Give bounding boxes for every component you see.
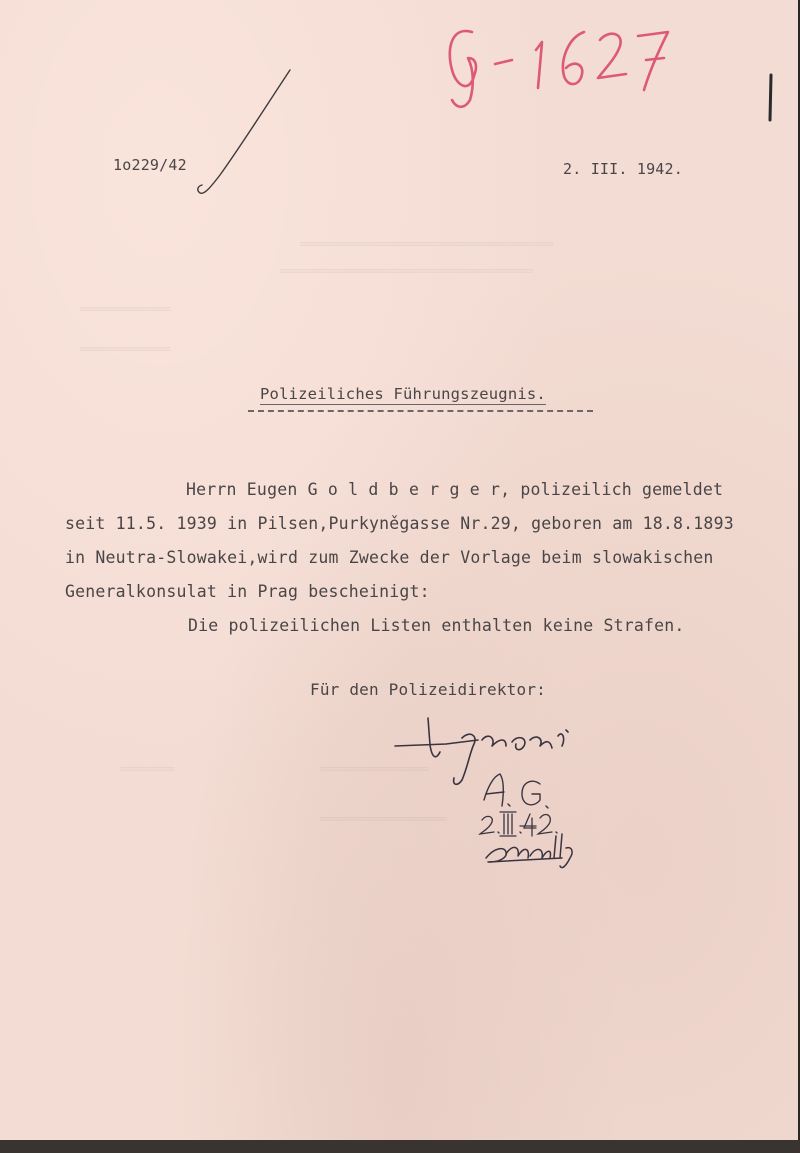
archive-number-text xyxy=(450,31,454,32)
closing-line: Für den Polizeidirektor: xyxy=(310,680,546,699)
initials-signature xyxy=(484,774,548,808)
bleed-through-text: ══════ xyxy=(120,760,175,778)
body-line-1: Herrn Eugen G o l d b e r g e r, polizeilich gemeldet xyxy=(186,480,724,499)
bleed-through-text: ════════════════════════════ xyxy=(280,262,533,280)
bleed-through-text: ════════════ xyxy=(320,760,429,778)
bleed-through-text: ══════════════ xyxy=(320,810,447,828)
signature-main-text xyxy=(462,31,467,32)
bleed-through-text: ══════════ xyxy=(80,340,171,358)
page-number-mark xyxy=(770,75,771,120)
document-date: 2. III. 1942. xyxy=(563,160,683,178)
page-number-text xyxy=(458,31,459,32)
bleed-through-text: ══════════ xyxy=(80,300,171,318)
body-line-4: Generalkonsulat in Prag bescheinigt: xyxy=(65,582,430,601)
body-line-5: Die polizeilichen Listen enthalten keine Strafen. xyxy=(188,616,685,635)
scan-border xyxy=(0,1140,800,1153)
clerk-signature xyxy=(486,834,572,868)
document-title: Polizeiliches Führungszeugnis. xyxy=(260,385,546,403)
main-signature xyxy=(395,718,568,784)
archive-number-label xyxy=(450,18,680,108)
signature-initials-text xyxy=(472,31,474,32)
body-line-2: seit 11.5. 1939 in Pilsen,Purkyněgasse Nr.29, geboren am 18.8.1893 xyxy=(65,514,734,533)
signature-date-text xyxy=(478,31,482,32)
handwritten-date xyxy=(480,812,557,836)
body-line-3: in Neutra-Slowakei,wird zum Zwecke der Vorlage beim slowakischen xyxy=(65,548,714,567)
bleed-through-text: ════════════════════════════ xyxy=(300,235,553,253)
pencil-check-mark xyxy=(198,70,290,193)
signature-clerk-text xyxy=(486,31,490,32)
reference-number: 1o229/42 xyxy=(113,156,187,174)
